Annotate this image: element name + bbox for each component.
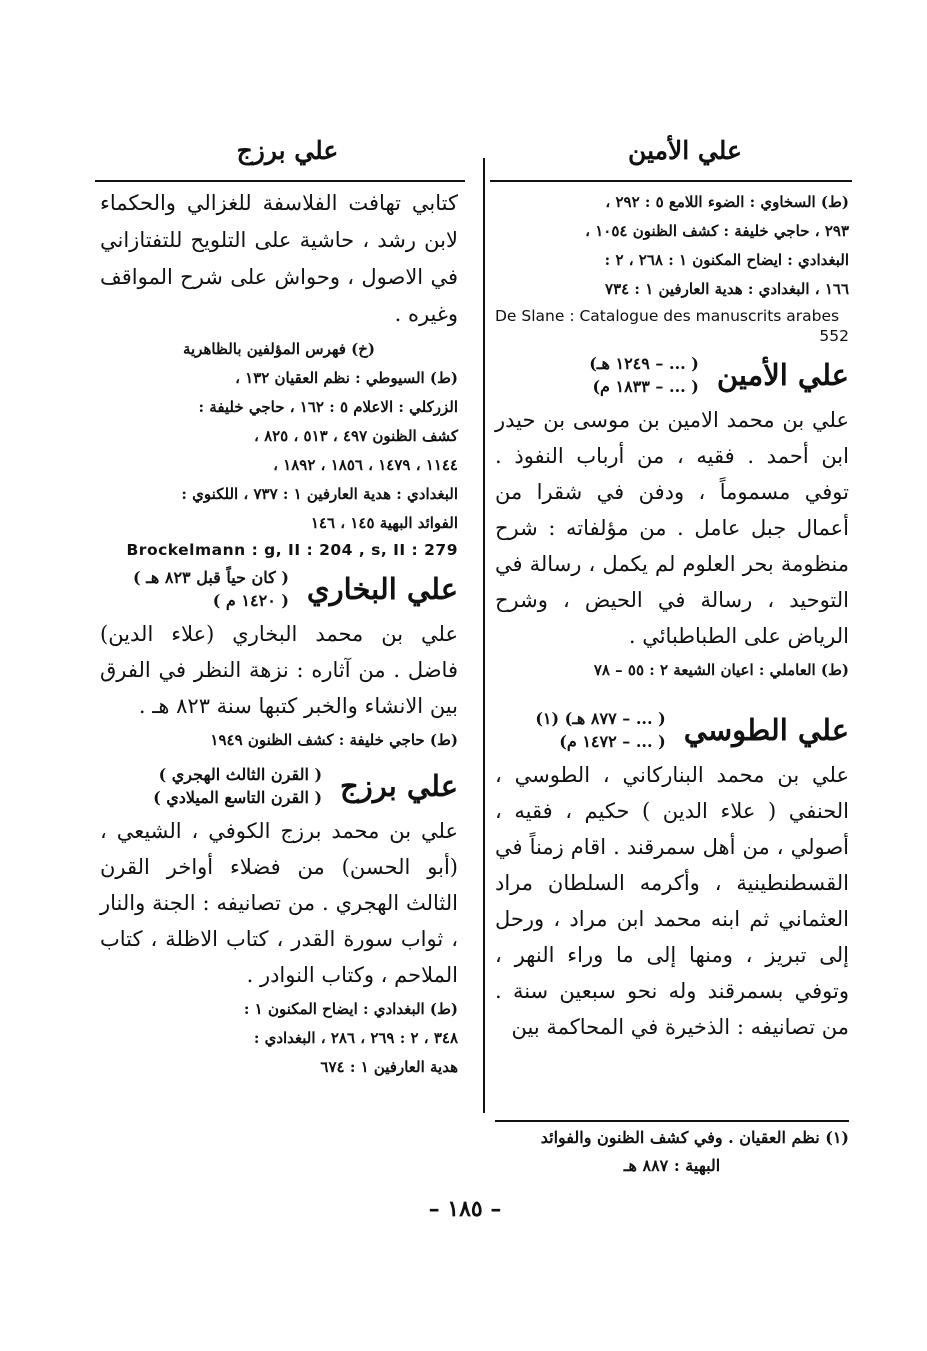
gregorian-date: ( ... – ١٤٧٢ م) — [559, 732, 666, 751]
header-rule-right — [490, 180, 852, 182]
page-number: – ١٨٥ – — [428, 1196, 502, 1222]
reference-line: (ط) حاجي خليفة : كشف الظنون ١٩٤٩ — [210, 731, 458, 749]
entry-heading-bukhari — [100, 566, 458, 612]
latin-reference: De Slane : Catalogue des manuscrits arabes 552 — [495, 307, 849, 345]
reference-line: (خ) فهرس المؤلفين بالظاهرية — [182, 340, 376, 358]
reference-line: ٣٤٨ ، ٢ : ٢٦٩ ، ٢٨٦ ، البغدادي : — [253, 1029, 458, 1047]
hijri-date: ( ... – ٨٧٧ هـ) (١) — [535, 709, 666, 728]
entry-heading-barzaj — [100, 763, 458, 809]
reference-line: ١١٤٤ ، ١٤٧٩ ، ١٨٥٦ ، ١٨٩٢ ، — [273, 456, 458, 474]
reference-line: البغدادي : ايضاح المكنون ١ : ٢٦٨ ، ٢ : — [604, 251, 849, 269]
entry-body: علي بن محمد برزج الكوفي ، الشيعي ، (أبو الحسن) من فضلاء أواخر القرن الثالث الهجري . من تصانيفه : الجنة والنار ، ثواب سورة القدر ، كتاب الاظلة ، كتاب الملاحم ، وكتاب النوادر . — [100, 819, 458, 987]
entry-name: علي البخاري — [306, 572, 458, 606]
reference-line: (ط) السيوطي : نظم العقيان ١٣٢ ، — [235, 369, 458, 387]
gregorian-date: ( القرن التاسع الميلادي ) — [153, 788, 323, 807]
reference-line: (ط) العاملي : اعيان الشيعة ٢ : ٥٥ – ٧٨ — [593, 661, 849, 679]
entry-dates — [495, 707, 684, 753]
left-column-header: علي برزج — [236, 136, 339, 165]
hijri-date: ( ... – ١٢٤٩ هـ) — [589, 354, 699, 373]
reference-line: كشف الظنون ٤٩٧ ، ٥١٣ ، ٨٢٥ ، — [253, 427, 458, 445]
footnote — [495, 1124, 849, 1180]
reference-line: الزركلي : الاعلام ٥ : ١٦٢ ، حاجي خليفة : — [198, 398, 458, 416]
entry-dates — [495, 352, 717, 398]
entry-dates — [100, 763, 340, 809]
reference-line: هدية العارفين ١ : ٦٧٤ — [320, 1058, 458, 1076]
entry-heading-tusi — [495, 707, 849, 753]
entry-body: علي بن محمد البخاري (علاء الدين) فاضل . من آثاره : نزهة النظر في الفرق بين الانشاء والخبر كتبها سنة ٨٢٣ هـ . — [100, 622, 458, 718]
footnote-rule — [495, 1120, 849, 1122]
left-column — [100, 185, 458, 1082]
reference-line: ١٦٦ ، البغدادي : هدية العارفين ١ : ٧٣٤ — [605, 280, 849, 298]
footnote-line: البهية : ٨٨٧ هـ — [623, 1156, 721, 1175]
reference-line: (ط) السخاوي : الضوء اللامع ٥ : ٢٩٢ ، — [605, 193, 849, 211]
entry-dates — [100, 566, 307, 612]
entry-name: علي الطوسي — [683, 713, 849, 747]
header-rule-left — [95, 180, 465, 182]
entry-body: علي بن محمد البناركاني ، الطوسي ، الحنفي ( علاء الدين ) حكيم ، فقيه ، أصولي ، من أهل سمرقند . اقام زمناً في القسطنطينية ، وأكرمه السلطان مراد العثماني ثم ابنه محمد ابن مراد ، ورحل إلى تبريز ، ومنها إلى ما وراء النهر ، وتوفي بسمرقند وله نحو سبعين سنة . من تصانيفه : الذخيرة في المحاكمة بين — [495, 763, 849, 1039]
reference-line: الفوائد البهية ١٤٥ ، ١٤٦ — [310, 514, 458, 532]
right-column-header: علي الأمين — [628, 136, 742, 165]
reference-line: البغدادي : هدية العارفين ١ : ٧٣٧ ، اللكنوي : — [181, 485, 458, 503]
entry-heading-amin — [495, 352, 849, 398]
reference-line: ٢٩٣ ، حاجي خليفة : كشف الظنون ١٠٥٤ ، — [585, 222, 849, 240]
footnote-line: (١) نظم العقيان . وفي كشف الظنون والفوائد — [540, 1128, 849, 1147]
entry-body: علي بن محمد الامين بن موسى بن حيدر ابن أحمد . فقيه ، من أرباب النفوذ . توفي مسموماً ، ودفن في شقرا من أعمال جبل عامل . من مؤلفاته : شرح منظومة بحر العلوم لم يكمل ، رسالة في التوحيد ، رسالة في الحيض ، وشرح الرياض على الطباطبائي . — [495, 408, 849, 648]
latin-reference: Brockelmann : g, II : 204 , s, II : 279 — [126, 541, 458, 559]
entry-name: علي الأمين — [716, 358, 849, 392]
reference-line: (ط) البغدادي : ايضاح المكنون ١ : — [243, 1000, 458, 1018]
gregorian-date: ( ١٤٢٠ م ) — [212, 591, 289, 610]
hijri-date: ( كان حياً قبل ٨٢٣ هـ ) — [133, 568, 289, 587]
column-divider — [483, 158, 485, 1113]
right-column — [495, 188, 849, 1047]
hijri-date: ( القرن الثالث الهجري ) — [158, 765, 323, 784]
entry-name: علي برزج — [340, 769, 458, 803]
gregorian-date: ( ... – ١٨٣٣ م) — [592, 377, 699, 396]
entry-body-continued: كتابي تهافت الفلاسفة للغزالي والحكماء لابن رشد ، حاشية على التلويح للتفتازاني في الاصول ، وحواش على شرح المواقف وغيره . — [100, 191, 458, 326]
